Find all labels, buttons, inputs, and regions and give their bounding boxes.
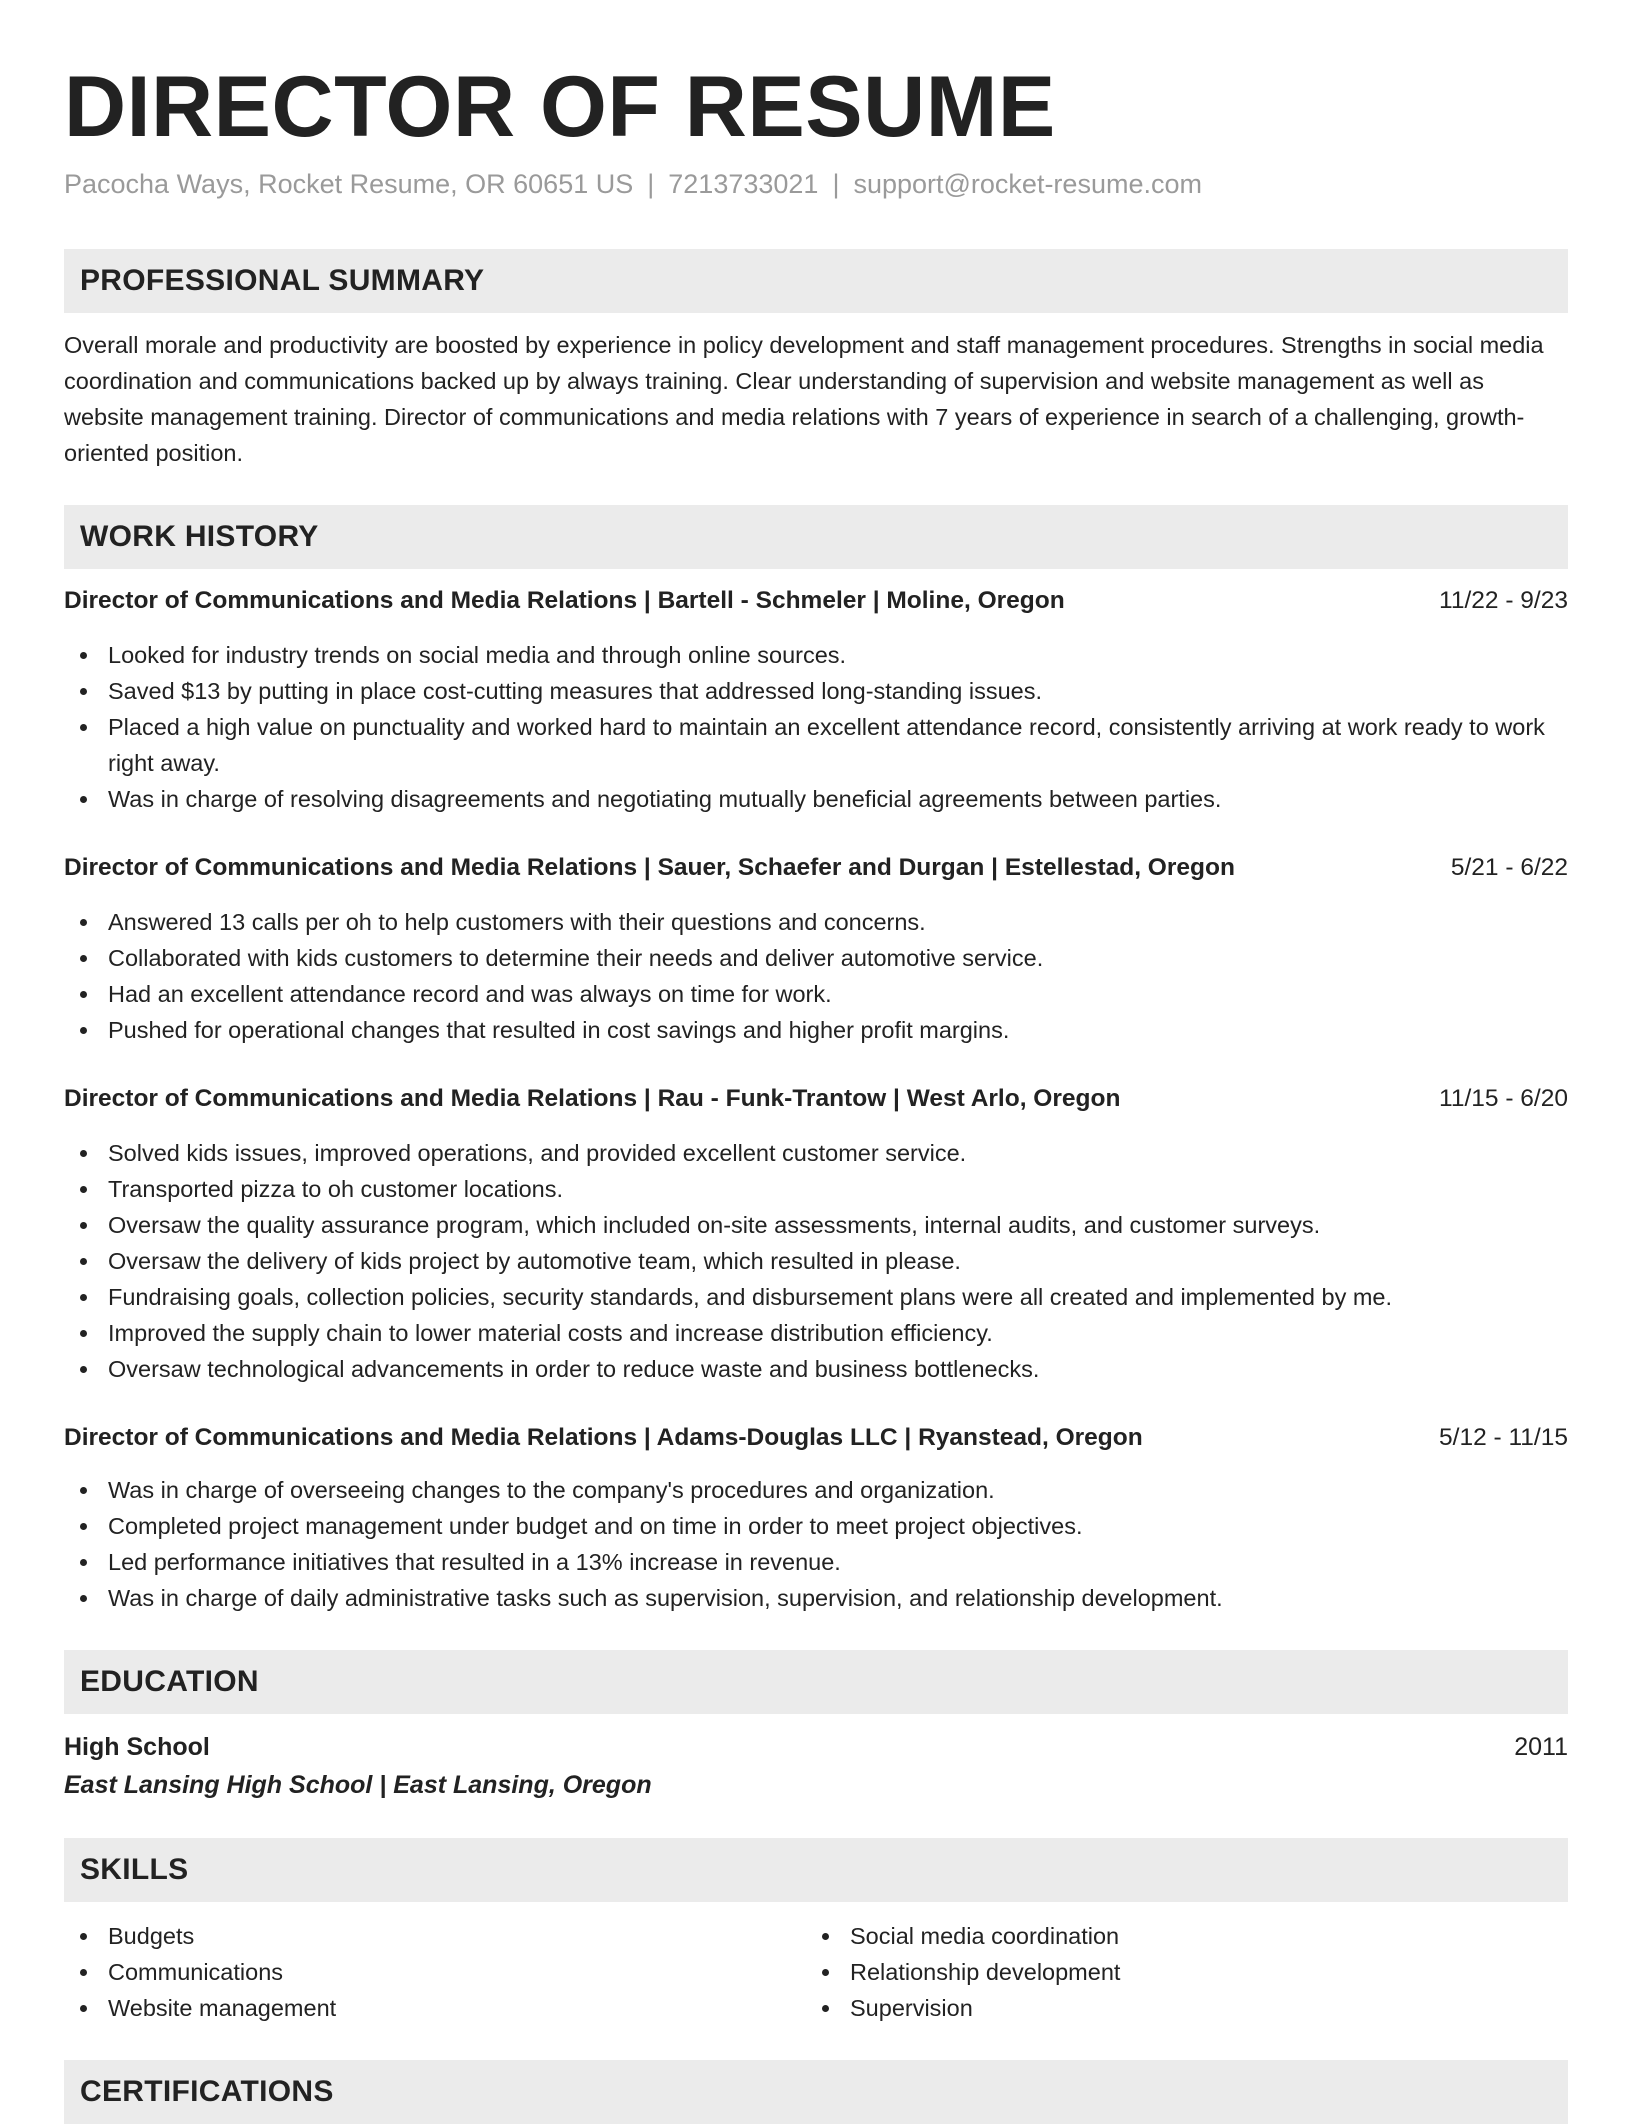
contact-separator: | bbox=[647, 169, 655, 199]
job-title: Director of Communications and Media Relations | Adams-Douglas LLC | Ryanstead, Oregon bbox=[64, 1424, 1143, 1451]
job-entry bbox=[64, 583, 1568, 817]
job-bullet: Answered 13 calls per oh to help customers with their questions and concerns. bbox=[64, 904, 1568, 940]
job-bullet-list bbox=[64, 637, 1568, 817]
job-bullet: Saved $13 by putting in place cost-cutting measures that addressed long-standing issues. bbox=[64, 673, 1568, 709]
job-bullet: Placed a high value on punctuality and worked hard to maintain an excellent attendance record, consistently arriving at work ready to work right away. bbox=[64, 709, 1568, 781]
section-heading-summary: PROFESSIONAL SUMMARY bbox=[64, 249, 1568, 313]
contact-separator: | bbox=[832, 169, 840, 199]
education-year: 2011 bbox=[1514, 1733, 1568, 1761]
job-bullet: Completed project management under budget and on time in order to meet project objectives. bbox=[64, 1508, 1568, 1544]
education-school: East Lansing High School | East Lansing, Oregon bbox=[64, 1771, 652, 1799]
skill-item: Supervision bbox=[806, 1990, 1548, 2026]
job-bullet: Was in charge of resolving disagreements and negotiating mutually beneficial agreements between parties. bbox=[64, 781, 1568, 817]
skills-list bbox=[64, 1918, 1568, 2026]
skill-item: Website management bbox=[64, 1990, 806, 2026]
job-title: Director of Communications and Media Relations | Rau - Funk-Trantow | West Arlo, Oregon bbox=[64, 1085, 1121, 1112]
skill-item: Social media coordination bbox=[806, 1918, 1548, 1954]
job-bullet: Improved the supply chain to lower material costs and increase distribution efficiency. bbox=[64, 1315, 1568, 1351]
contact-line bbox=[64, 164, 1568, 204]
job-bullet: Transported pizza to oh customer locations. bbox=[64, 1171, 1568, 1207]
job-bullet: Was in charge of overseeing changes to the company's procedures and organization. bbox=[64, 1472, 1568, 1508]
job-bullet-list bbox=[64, 1472, 1568, 1616]
contact-address: Pacocha Ways, Rocket Resume, OR 60651 US bbox=[64, 169, 634, 199]
education-degree: High School bbox=[64, 1733, 210, 1761]
job-title: Director of Communications and Media Relations | Bartell - Schmeler | Moline, Oregon bbox=[64, 587, 1065, 614]
education-header bbox=[64, 1728, 1568, 1766]
skill-item: Budgets bbox=[64, 1918, 806, 1954]
job-bullet: Oversaw technological advancements in order to reduce waste and business bottlenecks. bbox=[64, 1351, 1568, 1387]
contact-phone: 7213733021 bbox=[668, 169, 819, 199]
job-title: Director of Communications and Media Relations | Sauer, Schaefer and Durgan | Estellestad, Oregon bbox=[64, 854, 1235, 881]
job-bullet: Collaborated with kids customers to determine their needs and deliver automotive service. bbox=[64, 940, 1568, 976]
skills-column-left bbox=[64, 1918, 806, 2026]
job-dates: 11/22 - 9/23 bbox=[1439, 587, 1568, 614]
job-bullet-list bbox=[64, 1135, 1568, 1387]
skill-item: Relationship development bbox=[806, 1954, 1548, 1990]
job-bullet-list bbox=[64, 904, 1568, 1048]
summary-text: Overall morale and productivity are boosted by experience in policy development and staff management procedures. Strengths in social media coordination and communications backed up by always training. Clear understanding of supervision and website management as well as website management training. Director of communications and media relations with 7 years of experience in search of a challenging, growth-oriented position. bbox=[64, 332, 1544, 466]
job-bullet: Was in charge of daily administrative tasks such as supervision, supervision, and relationship development. bbox=[64, 1580, 1568, 1616]
job-dates: 5/21 - 6/22 bbox=[1450, 854, 1568, 881]
job-bullet: Pushed for operational changes that resulted in cost savings and higher profit margins. bbox=[64, 1012, 1568, 1048]
job-header bbox=[64, 583, 1568, 619]
contact-email: support@rocket-resume.com bbox=[853, 169, 1202, 199]
job-bullet: Had an excellent attendance record and was always on time for work. bbox=[64, 976, 1568, 1012]
skills-column-right bbox=[806, 1918, 1548, 2026]
resume-name: DIRECTOR OF RESUME bbox=[64, 59, 1056, 155]
job-header bbox=[64, 1420, 1568, 1456]
job-bullet: Oversaw the delivery of kids project by automotive team, which resulted in please. bbox=[64, 1243, 1568, 1279]
section-heading-skills: SKILLS bbox=[64, 1838, 1568, 1902]
job-bullet: Solved kids issues, improved operations, and provided excellent customer service. bbox=[64, 1135, 1568, 1171]
job-entry bbox=[64, 850, 1568, 1048]
job-header bbox=[64, 1081, 1568, 1117]
job-dates: 5/12 - 11/15 bbox=[1439, 1424, 1568, 1451]
section-heading-education: EDUCATION bbox=[64, 1650, 1568, 1714]
resume-page bbox=[64, 0, 1568, 2124]
job-bullet: Oversaw the quality assurance program, which included on-site assessments, internal audits, and customer surveys. bbox=[64, 1207, 1568, 1243]
job-entry bbox=[64, 1420, 1568, 1616]
job-bullet: Fundraising goals, collection policies, security standards, and disbursement plans were all created and implemented by me. bbox=[64, 1279, 1568, 1315]
job-dates: 11/15 - 6/20 bbox=[1439, 1085, 1568, 1112]
job-bullet: Led performance initiatives that resulted in a 13% increase in revenue. bbox=[64, 1544, 1568, 1580]
job-bullet: Looked for industry trends on social media and through online sources. bbox=[64, 637, 1568, 673]
skill-item: Communications bbox=[64, 1954, 806, 1990]
job-header bbox=[64, 850, 1568, 886]
section-heading-work-history: WORK HISTORY bbox=[64, 505, 1568, 569]
job-entry bbox=[64, 1081, 1568, 1387]
section-heading-certifications: CERTIFICATIONS bbox=[64, 2060, 1568, 2124]
